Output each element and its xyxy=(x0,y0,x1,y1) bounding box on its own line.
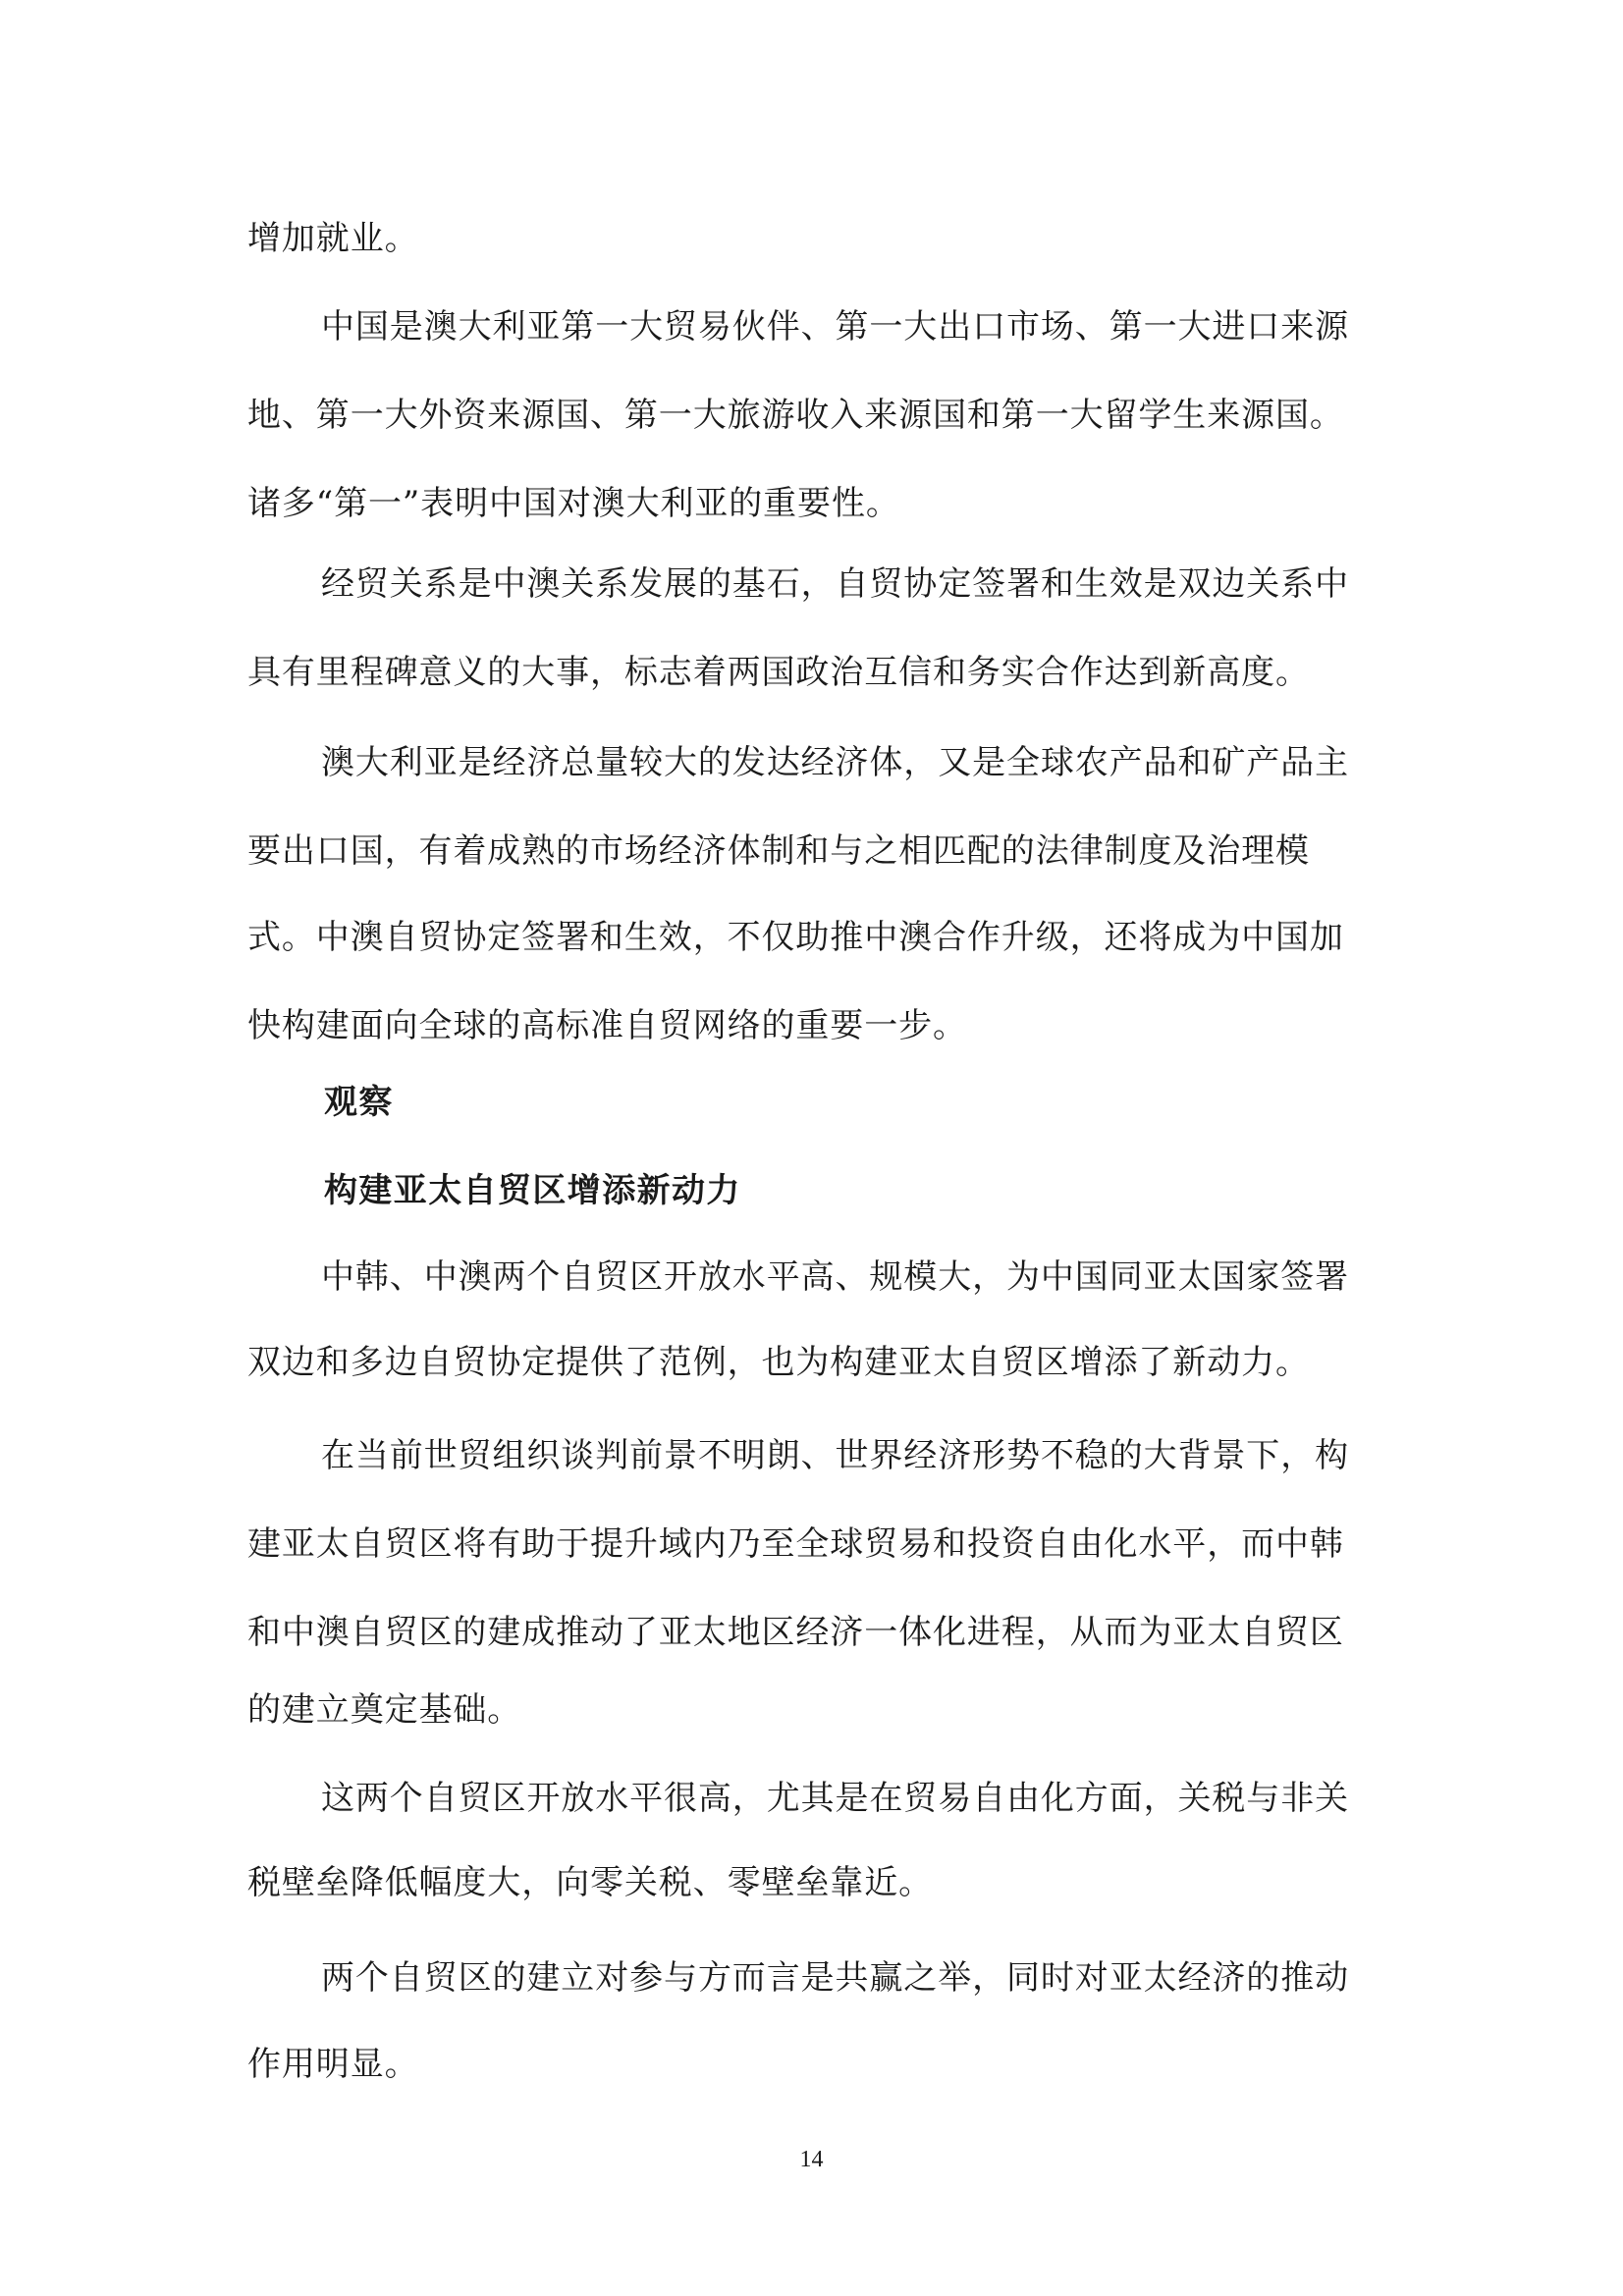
text-line: 双边和多边自贸协定提供了范例，也为构建亚太自贸区增添了新动力。 xyxy=(247,1343,1310,1382)
text-line: 具有里程碑意义的大事，标志着两国政治互信和务实合作达到新高度。 xyxy=(247,653,1310,692)
paragraph-line: 经贸关系是中澳关系发展的基石，自贸协定签署和生效是双边关系中 xyxy=(321,564,1349,604)
paragraph-line: 两个自贸区的建立对参与方而言是共赢之举，同时对亚太经济的推动 xyxy=(321,1958,1349,1998)
text-line: 快构建面向全球的高标准自贸网络的重要一步。 xyxy=(247,1006,967,1045)
text-line: 的建立奠定基础。 xyxy=(247,1690,522,1730)
text-line: 诸多“第一”表明中国对澳大利亚的重要性。 xyxy=(247,484,900,523)
paragraph-line: 中国是澳大利亚第一大贸易伙伴、第一大出口市场、第一大进口来源 xyxy=(321,307,1349,347)
paragraph-line: 中韩、中澳两个自贸区开放水平高、规模大，为中国同亚太国家签署 xyxy=(321,1257,1349,1297)
text-line: 和中澳自贸区的建成推动了亚太地区经济一体化进程，从而为亚太自贸区 xyxy=(247,1613,1344,1652)
text-line: 式。中澳自贸协定签署和生效，不仅助推中澳合作升级，还将成为中国加 xyxy=(247,918,1344,957)
text-line: 建亚太自贸区将有助于提升域内乃至全球贸易和投资自由化水平，而中韩 xyxy=(247,1524,1344,1564)
section-label: 观察 xyxy=(324,1083,394,1122)
section-heading: 构建亚太自贸区增添新动力 xyxy=(324,1171,741,1210)
paragraph-line: 在当前世贸组织谈判前景不明朗、世界经济形势不稳的大背景下，构 xyxy=(321,1436,1349,1475)
text-line: 要出口国，有着成熟的市场经济体制和与之相匹配的法律制度及治理模 xyxy=(247,831,1310,871)
paragraph-line: 这两个自贸区开放水平很高，尤其是在贸易自由化方面，关税与非关 xyxy=(321,1779,1349,1818)
text-line: 增加就业。 xyxy=(247,219,419,258)
text-line: 地、第一大外资来源国、第一大旅游收入来源国和第一大留学生来源国。 xyxy=(247,396,1344,435)
page-number: 14 xyxy=(799,2147,824,2172)
text-line: 作用明显。 xyxy=(247,2045,419,2084)
paragraph-line: 澳大利亚是经济总量较大的发达经济体，又是全球农产品和矿产品主 xyxy=(321,743,1349,782)
text-line: 税壁垒降低幅度大，向零关税、零壁垒靠近。 xyxy=(247,1863,933,1902)
